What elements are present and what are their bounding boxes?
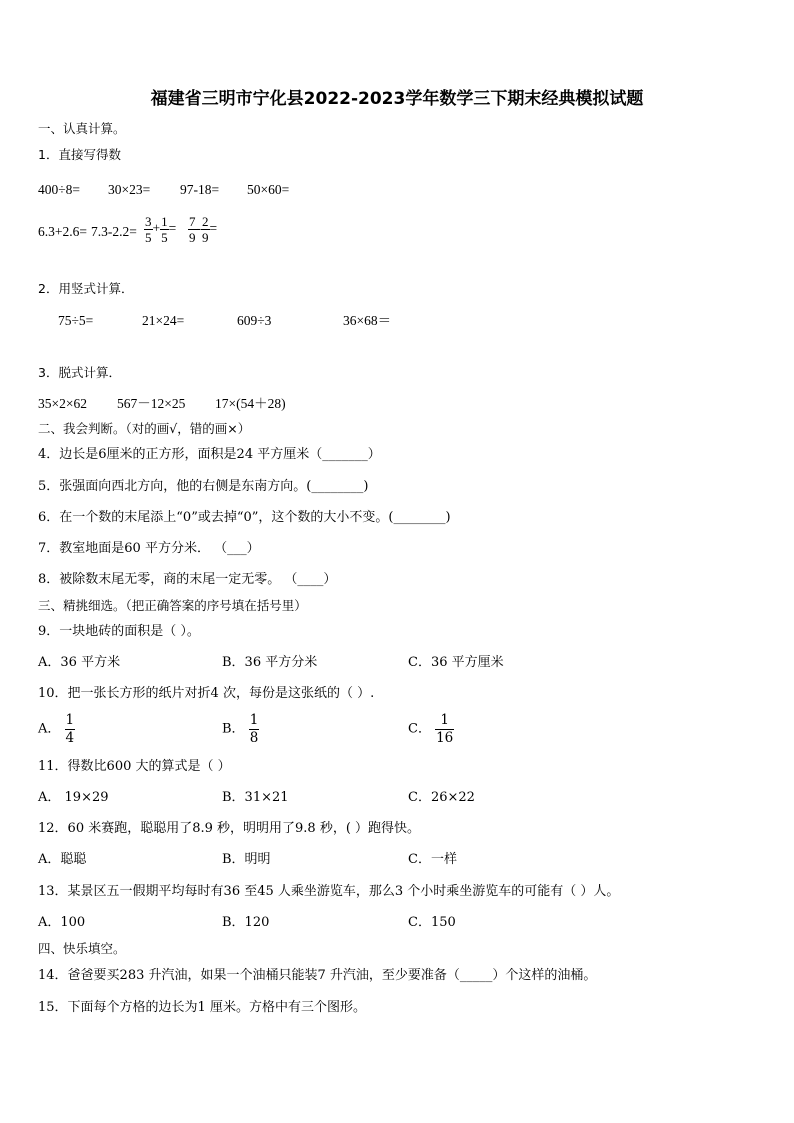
question-2-label: 2．用竖式计算．	[38, 281, 134, 296]
question-5: 5．张强面向西北方向，他的右侧是东南方向。(________)	[38, 479, 369, 494]
q9-option-b: B．36 平方分米	[222, 655, 318, 670]
q10-option-b: B． $\frac{1}{8}$	[222, 712, 259, 746]
question-11-stem: 11．得数比600 大的算式是（ ）	[38, 759, 231, 774]
q10-option-c: C． $\frac{1}{16}$	[408, 712, 454, 746]
fraction-1-8: $\frac{1}{8}$	[249, 712, 259, 746]
fraction-1-4: $\frac{1}{4}$	[65, 712, 75, 746]
fraction-2-9: $\frac{2}{9}$	[202, 214, 209, 245]
q13-option-b: B．120	[222, 915, 270, 930]
q12-option-c: C．一样	[408, 852, 457, 867]
q11-option-c: C．26×22	[408, 790, 475, 805]
q2-item-4: 36×68＝	[343, 313, 392, 328]
q1-item-2: 30×23=	[108, 182, 151, 197]
section-4-heading: 四、快乐填空。	[38, 941, 126, 956]
question-15: 15．下面每个方格的边长为1 厘米。方格中有三个图形。	[38, 1000, 366, 1015]
q11-option-a: A． 19×29	[38, 790, 109, 805]
fraction-7-9: $\frac{7}{9}$	[189, 214, 196, 245]
page-title: 福建省三明市宁化县2022-2023学年数学三下期末经典模拟试题	[150, 89, 644, 109]
question-10-stem: 10．把一张长方形的纸片对折4 次，每份是这张纸的（ ）.	[38, 686, 375, 701]
question-1-label: 1．直接写得数	[38, 147, 121, 162]
q13-option-c: C．150	[408, 915, 456, 930]
q1-fraction-expression-2: $\frac{7}{9}$ - $\frac{2}{9}$ =	[189, 214, 218, 245]
q3-item-1: 35×2×62	[38, 396, 87, 411]
question-3-label: 3．脱式计算．	[38, 365, 121, 380]
q1-item-5: 6.3+2.6=	[38, 224, 87, 239]
q1-item-4: 50×60=	[247, 182, 290, 197]
q3-item-3: 17×(54＋28)	[215, 396, 286, 411]
q10-option-a: A． $\frac{1}{4}$	[38, 712, 75, 746]
question-8: 8．被除数末尾无零，商的末尾一定无零。 （____）	[38, 572, 337, 587]
q11-option-b: B．31×21	[222, 790, 289, 805]
q12-option-b: B．明明	[222, 852, 271, 867]
question-4: 4．边长是6厘米的正方形，面积是24 平方厘米（_______）	[38, 447, 381, 462]
question-9-stem: 9．一块地砖的面积是（ ）。	[38, 624, 200, 639]
q3-item-2: 567－12×25	[117, 396, 186, 411]
fraction-3-5: $\frac{3}{5}$	[145, 214, 152, 245]
question-12-stem: 12．60 米赛跑，聪聪用了8.9 秒，明明用了9.8 秒，( ）跑得快。	[38, 821, 421, 836]
q9-option-a: A．36 平方米	[38, 655, 121, 670]
q1-item-3: 97-18=	[180, 182, 220, 197]
q13-option-a: A．100	[38, 915, 86, 930]
question-6: 6．在一个数的末尾添上“0”或去掉“0”，这个数的大小不变。(________)	[38, 510, 451, 525]
question-14: 14．爸爸要买283 升汽油，如果一个油桶只能装7 升汽油，至少要准备（_____）个这样的油桶。	[38, 968, 597, 983]
section-2-heading: 二、我会判断。（对的画√，错的画×）	[38, 421, 251, 436]
fraction-1-16: $\frac{1}{16}$	[436, 712, 454, 746]
q2-item-3: 609÷3	[237, 313, 272, 328]
q2-item-1: 75÷5=	[58, 313, 94, 328]
q9-option-c: C．36 平方厘米	[408, 655, 504, 670]
question-13-stem: 13．某景区五一假期平均每时有36 至45 人乘坐游览车，那么3 个小时乘坐游览车的可能有（ ）人。	[38, 884, 620, 899]
q2-item-2: 21×24=	[142, 313, 185, 328]
section-1-heading: 一、认真计算。	[38, 121, 126, 136]
q1-item-1: 400÷8=	[38, 182, 81, 197]
question-7: 7．教室地面是60 平方分米． （___）	[38, 541, 260, 556]
q1-item-6: 7.3-2.2=	[91, 224, 137, 239]
fraction-1-5: $\frac{1}{5}$	[161, 214, 168, 245]
q12-option-a: A．聪聪	[38, 852, 87, 867]
q1-fraction-expression-1: $\frac{3}{5}$ + $\frac{1}{5}$ =	[145, 214, 177, 245]
section-3-heading: 三、精挑细选。（把正确答案的序号填在括号里）	[38, 598, 307, 613]
